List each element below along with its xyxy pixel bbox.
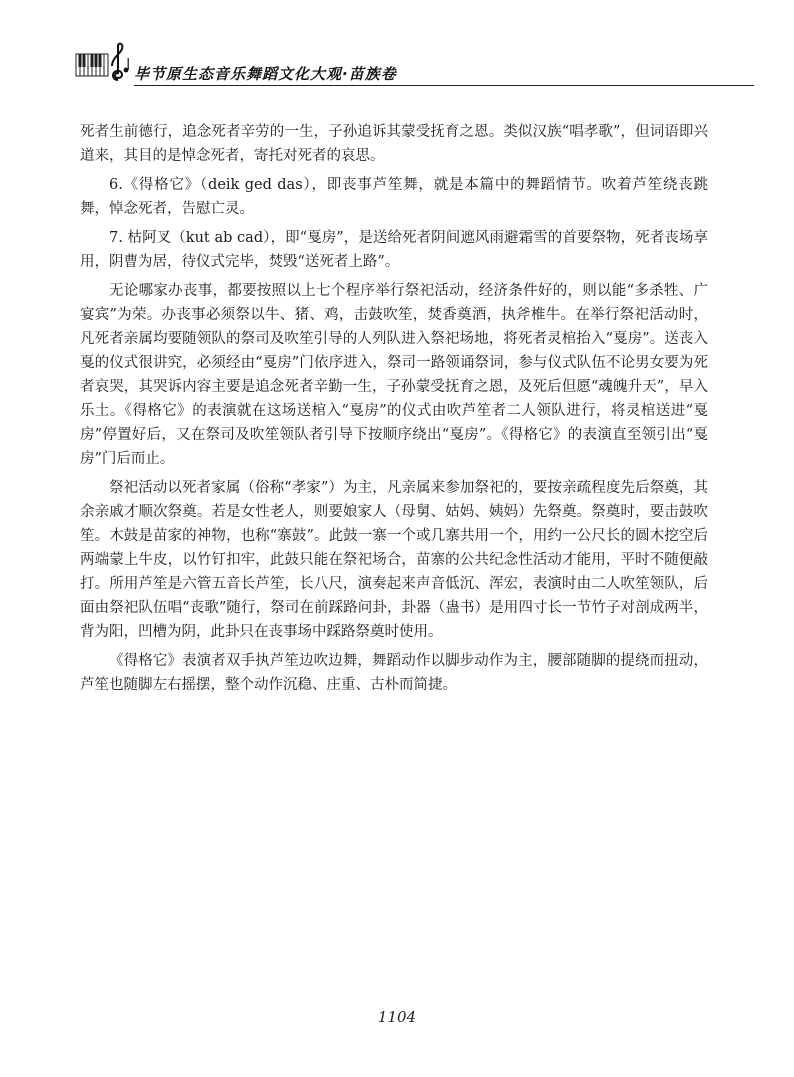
- music-logo-icon: [74, 40, 134, 84]
- running-header: [74, 40, 754, 88]
- page-number: 1104: [377, 1008, 417, 1026]
- paragraph: 《得格它》表演者双手执芦笙边吹边舞，舞蹈动作以脚步动作为主，腰部随脚的提绕而扭动，芦笙也随脚左右摇摆，整个动作沉稳、庄重、古朴而简捷。: [80, 653, 708, 693]
- header-divider: [134, 85, 754, 86]
- body-text: [80, 120, 708, 702]
- header-title: 毕节原生态音乐舞蹈文化大观·苗族卷: [134, 65, 397, 83]
- paragraph: 无论哪家办丧事，都要按照以上七个程序举行祭祀活动，经济条件好的，则以能“多杀牲、广宴宾”为荣。办丧事必须祭以牛、猪、鸡，击鼓吹笙，焚香奠酒，执斧椎牛。在举行祭祀活动时，凡死者亲属均要随领队的祭司及吹笙引导的人列队进入祭祀场地，将死者灵棺抬入“戛房”。送丧入戛的仪式很讲究，必须经由“戛房”门依序进入，祭司一路领诵祭词，参与仪式队伍不论男女要为死者哀哭，其哭诉内容主要是追念死者辛勤一生，子孙蒙受抚育之恩，及死后但愿“魂魄升天”，早入乐土。《得格它》的表演就在这场送棺入“戛房”的仪式由吹芦笙者二人领队进行，将灵棺送进“戛房”停置好后，又在祭司及吹笙领队者引导下按顺序绕出“戛房”。《得格它》的表演直至领引出“戛房”门后而止。: [80, 283, 708, 467]
- paragraph: 祭祀活动以死者家属（俗称“孝家”）为主，凡亲属来参加祭祀的，要按亲疏程度先后祭奠，其余亲戚才顺次祭奠。若是女性老人，则要娘家人（母舅、姑妈、姨妈）先祭奠。祭奠时，要击鼓吹笙。木鼓是苗家的神物，也称“寨鼓”。此鼓一寨一个或几寨共用一个，用约一公尺长的圆木挖空后两端蒙上牛皮，以竹钉扣牢，此鼓只能在祭祀场合，苗寨的公共纪念性活动才能用，平时不随便敲打。所用芦笙是六管五音长芦笙，长八尺，演奏起来声音低沉、浑宏，表演时由二人吹笙领队，后面由祭祀队伍唱“丧歌”随行，祭司在前踩路问卦，卦器（蛊书）是用四寸长一节竹子对剖成两半，背为阳，凹槽为阴，此卦只在丧事场中踩路祭奠时使用。: [80, 480, 708, 640]
- paragraph: 死者生前德行，追念死者辛劳的一生，子孙追诉其蒙受抚育之恩。类似汉族“唱孝歌”，但词语即兴道来，其目的是悼念死者，寄托对死者的哀思。: [80, 124, 708, 164]
- paragraph: 6.《得格它》（deik ged das），即丧事芦笙舞，就是本篇中的舞蹈情节。吹着芦笙绕丧跳舞，悼念死者，告慰亡灵。: [80, 177, 708, 217]
- paragraph: 7. 枯阿叉（kut ab cad），即“戛房”，是送给死者阴间遮风雨避霜雪的首要祭物，死者丧场享用，阴曹为居，待仪式完毕，焚毁“送死者上路”。: [80, 230, 708, 270]
